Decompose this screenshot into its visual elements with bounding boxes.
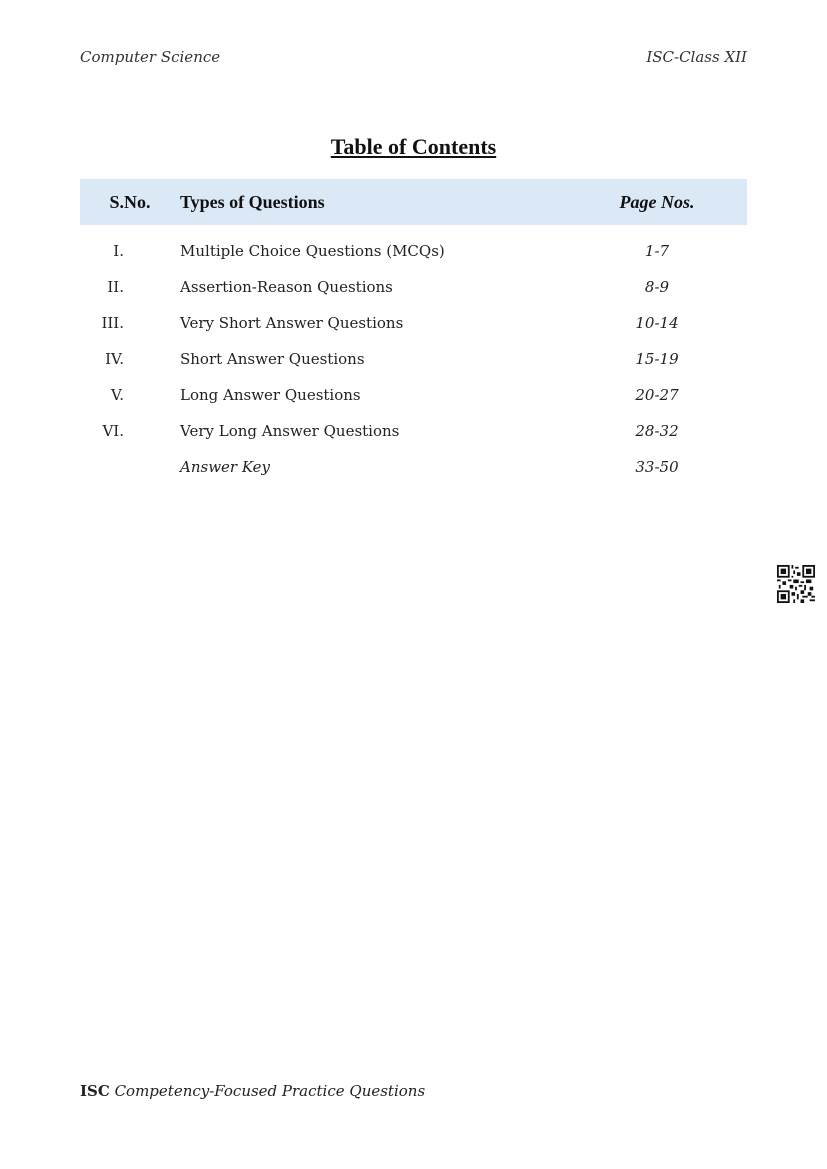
table-row (80, 413, 747, 449)
row-type: Answer Key (180, 458, 270, 476)
row-type: Long Answer Questions (180, 386, 361, 404)
header-sno: S.No. (109, 191, 151, 212)
row-pages: 1-7 (644, 242, 670, 260)
row-sno: II. (107, 278, 124, 296)
row-pages: 8-9 (644, 278, 670, 296)
row-sno: V. (111, 386, 124, 404)
row-sno: I. (113, 242, 124, 260)
qr-code-icon (777, 565, 815, 603)
row-pages: 10-14 (635, 314, 679, 332)
row-pages: 20-27 (635, 386, 679, 404)
footer-book-title: Competency-Focused Practice Questions (114, 1082, 426, 1100)
table-row (80, 269, 747, 305)
header-pages: Page Nos. (619, 191, 695, 212)
row-sno: VI. (102, 422, 124, 440)
row-sno: IV. (105, 350, 124, 368)
table-row-answer-key (80, 449, 747, 485)
running-header-class: ISC-Class XII (646, 48, 747, 66)
row-type: Very Long Answer Questions (180, 422, 400, 440)
row-type: Multiple Choice Questions (MCQs) (180, 242, 445, 260)
table-row (80, 377, 747, 413)
table-row (80, 341, 747, 377)
row-pages: 33-50 (635, 458, 679, 476)
row-type: Very Short Answer Questions (180, 314, 404, 332)
row-sno (80, 449, 180, 485)
running-header-subject: Computer Science (80, 48, 221, 66)
spacer-row (80, 225, 747, 233)
toc-table (80, 179, 747, 485)
row-pages: 15-19 (635, 350, 679, 368)
footer-board: ISC (80, 1082, 110, 1100)
row-pages: 28-32 (635, 422, 679, 440)
row-type: Assertion-Reason Questions (180, 278, 393, 296)
page-title: Table of Contents (330, 134, 497, 159)
row-type: Short Answer Questions (180, 350, 365, 368)
toc-header-row (80, 179, 747, 225)
running-footer (80, 1082, 425, 1100)
row-sno: III. (101, 314, 124, 332)
table-row (80, 305, 747, 341)
header-type: Types of Questions (180, 191, 325, 212)
table-row (80, 233, 747, 269)
